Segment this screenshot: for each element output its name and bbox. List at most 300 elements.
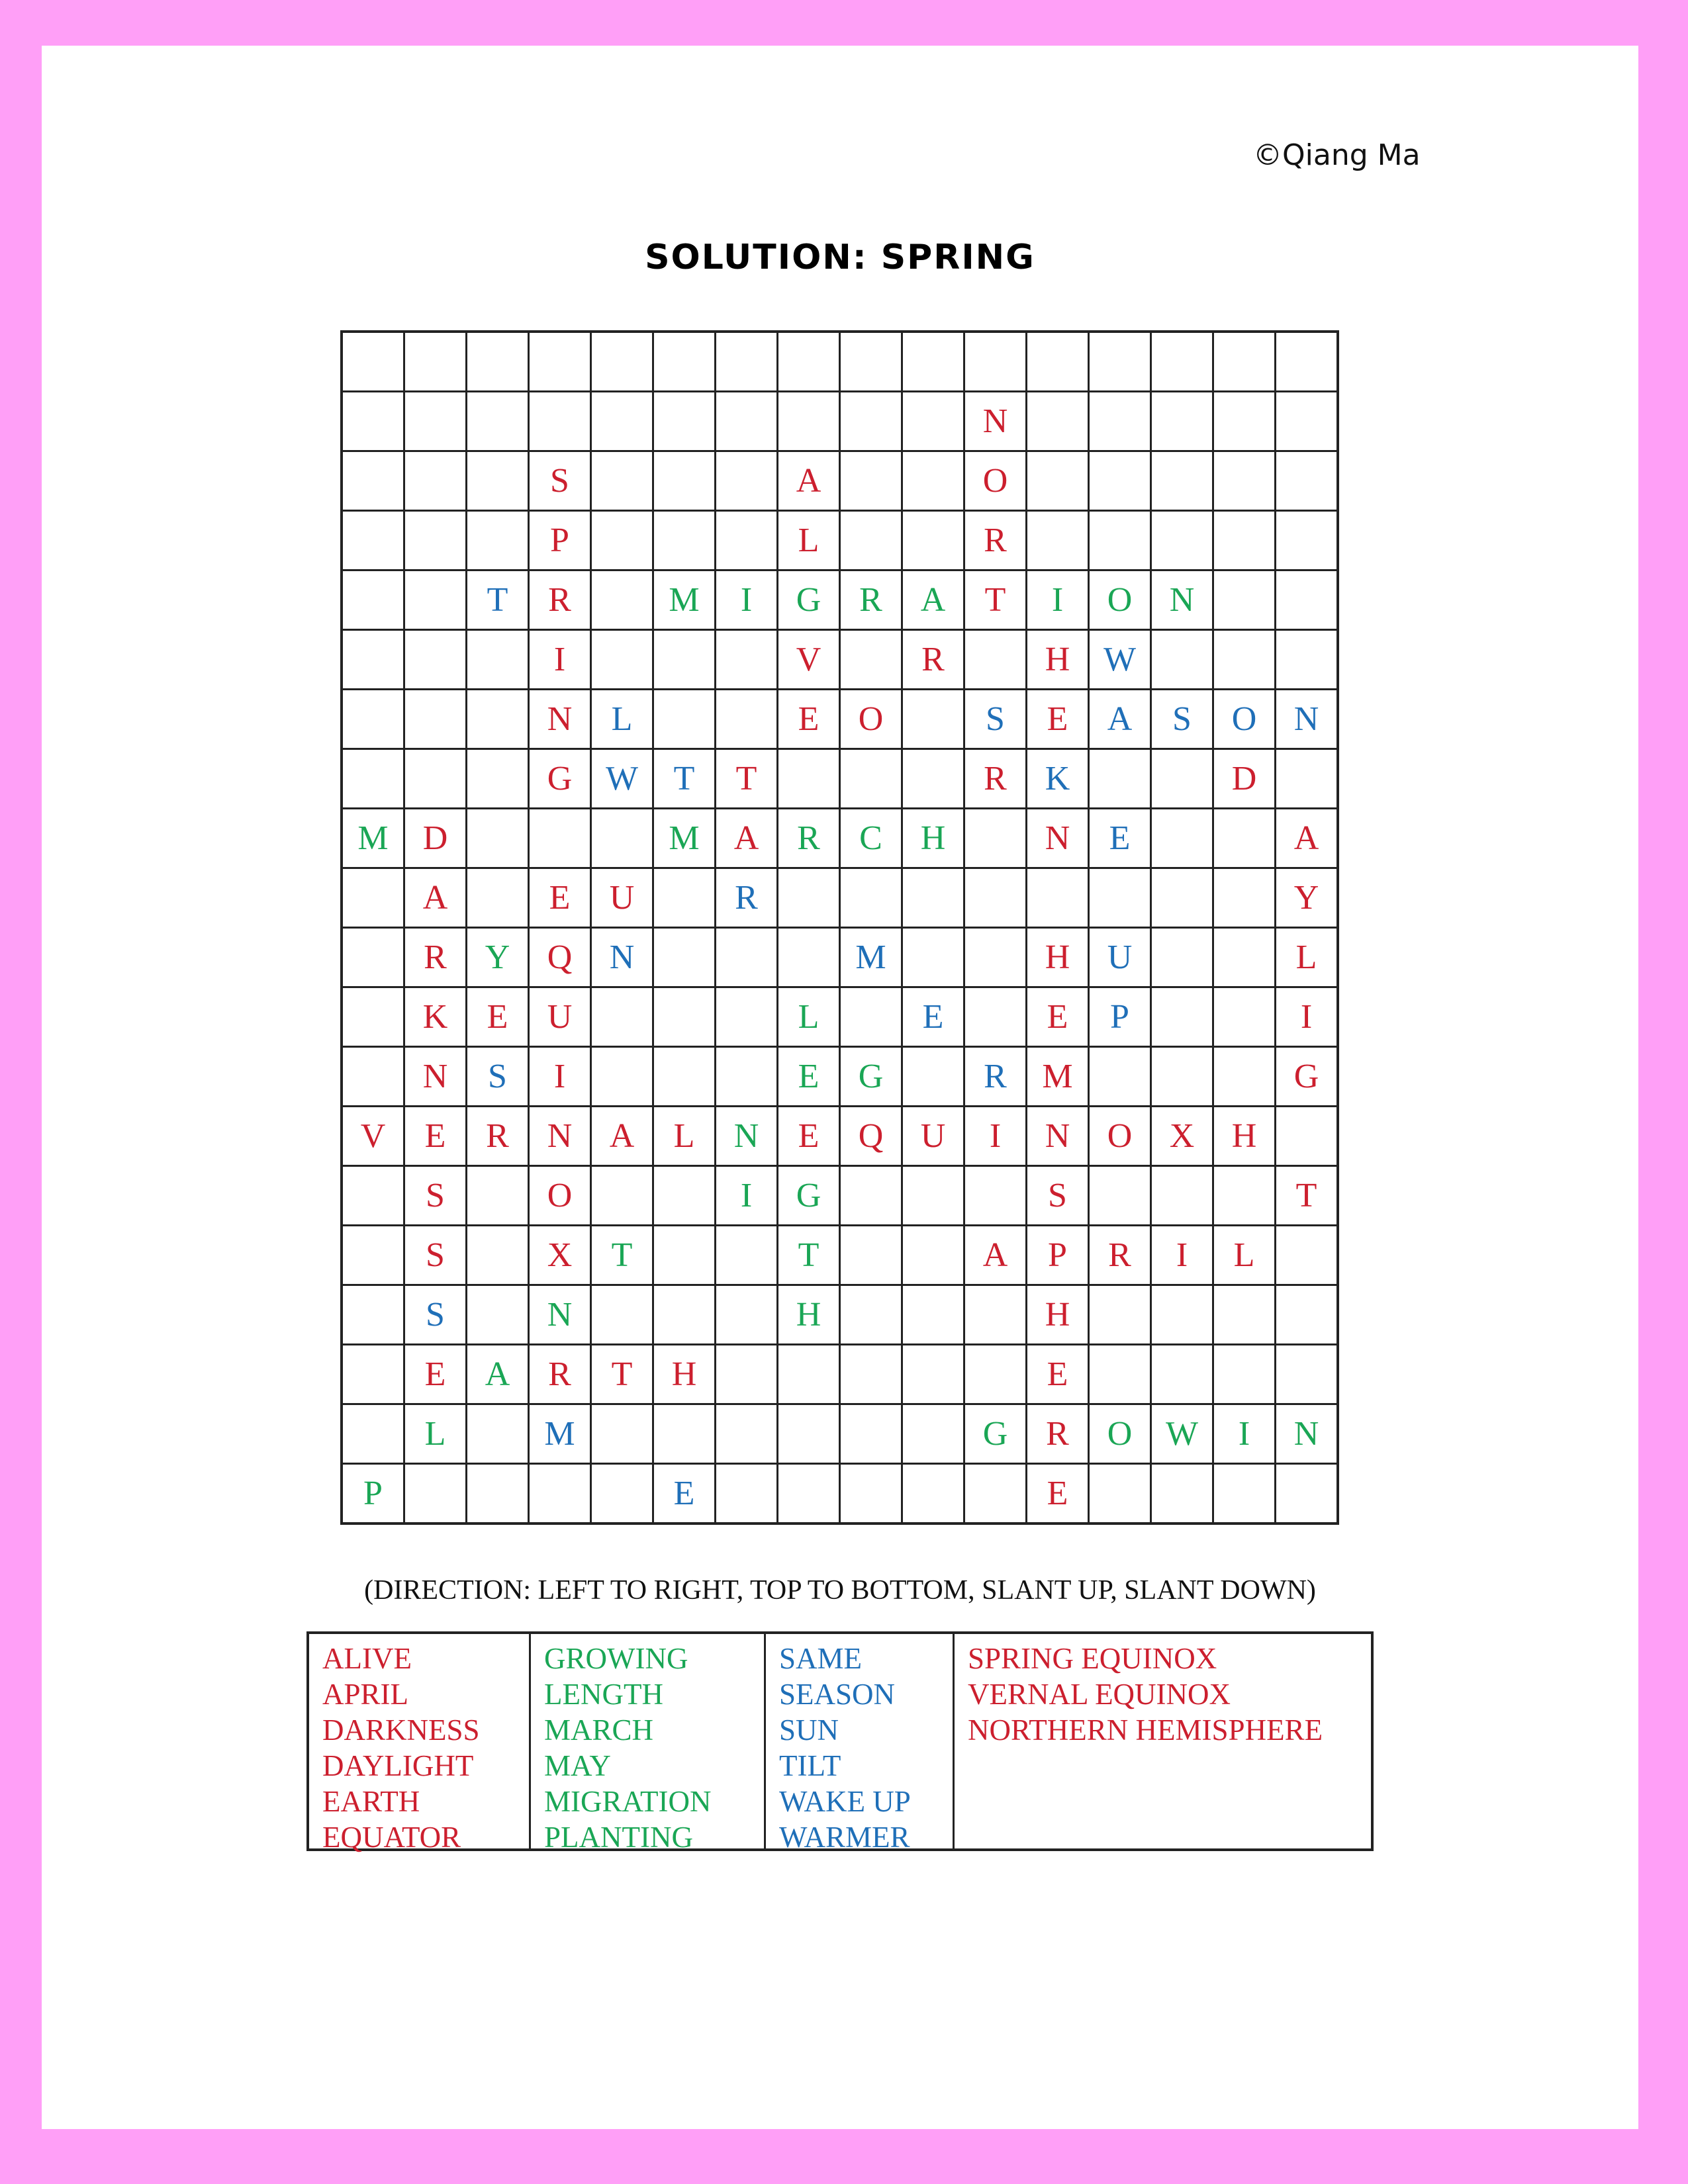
copyright-notice: ©Qiang Ma [1253,138,1421,172]
grid-cell: N [1276,1404,1338,1464]
grid-cell [653,987,716,1047]
grid-cell: M [840,928,902,987]
word-list-item: SPRING EQUINOX [968,1642,1217,1675]
grid-cell [964,987,1027,1047]
grid-cell: R [902,630,964,690]
grid-cell: I [529,1047,591,1107]
grid-cell [716,332,778,392]
grid-cell [1213,868,1276,928]
grid-cell: M [1027,1047,1089,1107]
grid-cell [964,1166,1027,1226]
grid-cell [1213,928,1276,987]
grid-cell [653,511,716,570]
grid-cell: G [1276,1047,1338,1107]
word-list-item: NORTHERN HEMISPHERE [968,1713,1323,1747]
grid-cell [1151,630,1213,690]
grid-cell: I [716,570,778,630]
grid-cell [591,451,653,511]
grid-cell [467,809,529,868]
word-list-item: MIGRATION [544,1785,712,1818]
grid-cell [653,392,716,451]
word-list-item: LENGTH [544,1678,663,1711]
grid-cell [342,451,404,511]
grid-cell: A [778,451,840,511]
grid-cell: D [1213,749,1276,809]
grid-row [342,332,1338,392]
grid-cell [964,332,1027,392]
grid-cell [1276,1345,1338,1404]
grid-cell [902,1047,964,1107]
grid-cell [467,1226,529,1285]
grid-cell: R [716,868,778,928]
grid-cell: I [716,1166,778,1226]
grid-cell: E [1027,1345,1089,1404]
grid-cell: N [404,1047,467,1107]
grid-cell [1276,451,1338,511]
grid-cell [716,690,778,749]
grid-cell [840,630,902,690]
grid-cell: S [467,1047,529,1107]
grid-cell: H [1027,1285,1089,1345]
grid-cell [1213,1047,1276,1107]
grid-cell [342,1226,404,1285]
grid-cell [1151,392,1213,451]
grid-cell [902,511,964,570]
grid-cell [404,511,467,570]
grid-cell: O [1089,1404,1151,1464]
grid-cell: O [1213,690,1276,749]
grid-cell [653,690,716,749]
grid-cell: H [1027,928,1089,987]
grid-cell [1151,1345,1213,1404]
word-list-item: DAYLIGHT [322,1749,474,1782]
grid-cell: P [1089,987,1151,1047]
grid-cell: C [840,809,902,868]
grid-cell: L [591,690,653,749]
grid-cell [716,1226,778,1285]
grid-cell [404,690,467,749]
grid-cell: K [1027,749,1089,809]
grid-cell: X [529,1226,591,1285]
grid-cell [964,868,1027,928]
grid-cell [1213,332,1276,392]
grid-cell [653,868,716,928]
grid-cell [1151,1285,1213,1345]
grid-cell: E [778,1047,840,1107]
grid-cell: A [1089,690,1151,749]
grid-row [342,451,1338,511]
grid-cell [840,1404,902,1464]
grid-cell: T [467,570,529,630]
grid-row [342,1107,1338,1166]
grid-cell [1276,332,1338,392]
grid-cell [529,332,591,392]
grid-cell [778,1345,840,1404]
grid-cell [716,511,778,570]
grid-cell [653,1166,716,1226]
grid-cell [1213,809,1276,868]
grid-cell: O [1089,570,1151,630]
grid-cell [1213,511,1276,570]
grid-cell: R [778,809,840,868]
word-list-item: APRIL [322,1678,409,1711]
grid-cell [902,1404,964,1464]
grid-cell: A [404,868,467,928]
grid-cell: S [404,1166,467,1226]
page-title: SOLUTION: SPRING [645,238,1035,277]
grid-cell: N [1027,1107,1089,1166]
grid-cell: K [404,987,467,1047]
grid-cell [467,1166,529,1226]
grid-cell: N [529,690,591,749]
word-list-item: WARMER [779,1821,910,1854]
grid-cell: W [591,749,653,809]
grid-cell [778,868,840,928]
grid-cell [778,928,840,987]
grid-row [342,1166,1338,1226]
grid-cell [840,1345,902,1404]
grid-cell [840,749,902,809]
grid-cell [342,392,404,451]
grid-cell [1027,451,1089,511]
grid-cell: S [1151,690,1213,749]
grid-cell [840,392,902,451]
grid-cell: N [1276,690,1338,749]
grid-cell [467,511,529,570]
grid-cell [778,392,840,451]
grid-cell: I [1213,1404,1276,1464]
grid-cell: E [1027,1464,1089,1524]
grid-cell [591,1047,653,1107]
grid-cell [467,451,529,511]
grid-row [342,809,1338,868]
grid-row [342,928,1338,987]
grid-cell: T [964,570,1027,630]
grid-cell [1213,392,1276,451]
grid-cell [902,690,964,749]
word-list-column [955,1634,1371,1848]
word-list-item: PLANTING [544,1821,693,1854]
grid-row [342,511,1338,570]
grid-cell [1089,451,1151,511]
grid-cell: G [778,570,840,630]
grid-cell [716,1047,778,1107]
grid-cell: S [1027,1166,1089,1226]
grid-cell [467,1285,529,1345]
grid-cell [778,749,840,809]
word-list-item: TILT [779,1749,841,1782]
word-list-column [309,1634,531,1854]
grid-cell [653,1285,716,1345]
grid-cell [902,392,964,451]
grid-cell [840,332,902,392]
grid-cell [404,392,467,451]
grid-cell [1276,749,1338,809]
word-list-item: EQUATOR [322,1821,461,1854]
grid-cell [840,1226,902,1285]
grid-cell: E [404,1345,467,1404]
grid-cell [902,451,964,511]
grid-cell: I [529,630,591,690]
grid-cell [902,868,964,928]
grid-cell [342,1404,404,1464]
grid-cell: L [778,987,840,1047]
grid-cell [467,332,529,392]
grid-cell [964,1285,1027,1345]
grid-cell [342,1166,404,1226]
word-list-item: MAY [544,1749,611,1782]
grid-cell [342,511,404,570]
directions-text: (DIRECTION: LEFT TO RIGHT, TOP TO BOTTOM, SLANT UP, SLANT DOWN) [364,1575,1316,1606]
grid-row [342,987,1338,1047]
grid-cell: Q [840,1107,902,1166]
grid-cell [1276,1464,1338,1524]
grid-cell [1027,511,1089,570]
grid-cell: E [1089,809,1151,868]
word-list-item: EARTH [322,1785,420,1818]
grid-cell [467,749,529,809]
grid-cell: T [778,1226,840,1285]
grid-cell [591,332,653,392]
grid-cell: O [840,690,902,749]
grid-cell [1151,928,1213,987]
grid-cell [840,1166,902,1226]
grid-cell [342,1345,404,1404]
grid-cell: I [1276,987,1338,1047]
grid-cell [1089,392,1151,451]
grid-cell: S [529,451,591,511]
grid-cell: H [778,1285,840,1345]
grid-cell [467,392,529,451]
grid-cell [342,868,404,928]
grid-cell: I [1151,1226,1213,1285]
grid-cell: U [529,987,591,1047]
grid-row [342,690,1338,749]
grid-cell [1151,1166,1213,1226]
grid-cell: S [404,1226,467,1285]
grid-cell [529,809,591,868]
grid-cell [1089,1345,1151,1404]
grid-row [342,1345,1338,1404]
grid-cell [653,630,716,690]
grid-row [342,1047,1338,1107]
grid-cell [467,690,529,749]
grid-cell [1027,392,1089,451]
grid-cell: R [964,1047,1027,1107]
grid-cell [840,1285,902,1345]
grid-cell [840,1464,902,1524]
grid-cell [1151,749,1213,809]
grid-cell [1151,1047,1213,1107]
grid-cell [653,1047,716,1107]
grid-cell: A [902,570,964,630]
word-list-column [766,1634,955,1854]
grid-cell: L [653,1107,716,1166]
grid-cell: L [404,1404,467,1464]
grid-cell: T [653,749,716,809]
grid-cell: E [404,1107,467,1166]
grid-cell [342,1047,404,1107]
grid-cell: L [778,511,840,570]
grid-cell [591,987,653,1047]
grid-cell [1089,511,1151,570]
grid-cell: M [653,809,716,868]
grid-cell [342,570,404,630]
grid-cell [1089,332,1151,392]
grid-cell: M [653,570,716,630]
grid-cell: P [1027,1226,1089,1285]
grid-cell [342,332,404,392]
worksheet-page [42,46,1638,2129]
grid-cell [902,1464,964,1524]
grid-cell: T [591,1345,653,1404]
grid-cell: O [964,451,1027,511]
grid-cell: R [964,749,1027,809]
grid-cell [467,630,529,690]
grid-cell [1213,1464,1276,1524]
grid-cell: G [964,1404,1027,1464]
grid-cell [778,1404,840,1464]
grid-cell [1089,1166,1151,1226]
grid-cell: H [902,809,964,868]
grid-cell: I [964,1107,1027,1166]
grid-cell [653,451,716,511]
grid-cell [964,1345,1027,1404]
grid-cell: P [529,511,591,570]
grid-cell [1276,511,1338,570]
grid-cell: G [529,749,591,809]
grid-cell [1151,809,1213,868]
grid-cell: V [778,630,840,690]
grid-cell [467,1404,529,1464]
word-list-column [531,1634,766,1854]
grid-cell [1089,1047,1151,1107]
grid-row [342,392,1338,451]
grid-cell: X [1151,1107,1213,1166]
grid-cell [342,1285,404,1345]
grid-cell [342,987,404,1047]
grid-cell [591,1464,653,1524]
grid-row [342,1464,1338,1524]
grid-cell [653,928,716,987]
grid-cell: E [1027,987,1089,1047]
grid-cell [591,570,653,630]
grid-cell: Q [529,928,591,987]
grid-cell [964,809,1027,868]
grid-cell [964,630,1027,690]
grid-cell [902,749,964,809]
grid-cell [902,1285,964,1345]
grid-cell [716,987,778,1047]
grid-cell: Y [467,928,529,987]
word-list-item: SUN [779,1713,839,1747]
grid-cell [840,987,902,1047]
word-list-item: WAKE UP [779,1785,911,1818]
word-list-item: ALIVE [322,1642,412,1675]
grid-cell: N [716,1107,778,1166]
word-list-box [306,1631,1374,1854]
grid-cell: A [964,1226,1027,1285]
grid-cell [902,1166,964,1226]
grid-cell: A [467,1345,529,1404]
grid-cell: R [1027,1404,1089,1464]
grid-cell [716,1345,778,1404]
grid-cell: A [591,1107,653,1166]
grid-cell [529,1464,591,1524]
grid-cell: H [1027,630,1089,690]
grid-cell [1213,1345,1276,1404]
word-list-item: SEASON [779,1678,896,1711]
grid-cell: G [778,1166,840,1226]
grid-cell: N [591,928,653,987]
grid-cell [1089,749,1151,809]
grid-cell: P [342,1464,404,1524]
grid-cell: E [1027,690,1089,749]
grid-cell [716,392,778,451]
grid-cell: W [1151,1404,1213,1464]
grid-cell: S [404,1285,467,1345]
grid-cell [404,332,467,392]
word-list-item: DARKNESS [322,1713,480,1747]
grid-cell: Y [1276,868,1338,928]
word-list-item: SAME [779,1642,863,1675]
grid-cell: R [467,1107,529,1166]
grid-row [342,630,1338,690]
grid-row [342,1226,1338,1285]
grid-cell: R [840,570,902,630]
grid-cell [1276,392,1338,451]
grid-cell [716,1464,778,1524]
grid-cell: G [840,1047,902,1107]
grid-cell: R [529,1345,591,1404]
grid-cell: N [529,1285,591,1345]
grid-cell: R [1089,1226,1151,1285]
grid-cell [342,928,404,987]
grid-cell [1276,1107,1338,1166]
grid-cell [467,868,529,928]
grid-cell: E [529,868,591,928]
grid-cell [404,1464,467,1524]
grid-cell [902,332,964,392]
grid-cell: A [1276,809,1338,868]
grid-cell: D [404,809,467,868]
grid-cell: H [1213,1107,1276,1166]
grid-cell: L [1213,1226,1276,1285]
grid-cell: U [1089,928,1151,987]
grid-row [342,868,1338,928]
grid-cell: T [716,749,778,809]
grid-cell [1213,987,1276,1047]
grid-cell [342,630,404,690]
grid-cell: E [467,987,529,1047]
grid-cell [716,928,778,987]
grid-cell [404,749,467,809]
grid-cell: U [902,1107,964,1166]
grid-cell [1276,570,1338,630]
grid-cell [1151,1464,1213,1524]
grid-cell [1027,332,1089,392]
grid-cell: R [529,570,591,630]
grid-cell [1151,332,1213,392]
grid-cell [1089,868,1151,928]
grid-cell [964,1464,1027,1524]
grid-cell [342,749,404,809]
grid-row [342,749,1338,809]
grid-cell [404,570,467,630]
word-list-item: VERNAL EQUINOX [968,1678,1231,1711]
grid-cell [840,511,902,570]
grid-cell [342,690,404,749]
